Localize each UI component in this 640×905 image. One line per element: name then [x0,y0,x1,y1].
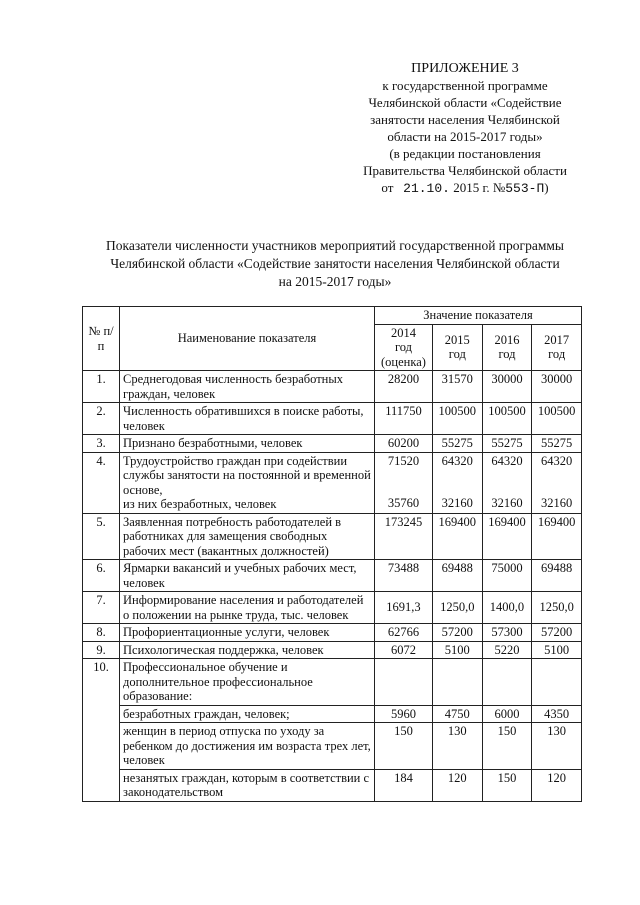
appendix-header [330,60,600,197]
row-value: 130 [432,723,482,770]
row-number: 10. [83,659,120,802]
row-value: 55275 [532,435,582,453]
table-row [83,452,582,513]
row-number: 2. [83,403,120,435]
decree-number: 553-П [505,181,545,196]
indicators-table [82,306,582,802]
row-value: 57200 [532,624,582,642]
row-name: Профориентационные услуги, человек [120,624,375,642]
row-value: 173245 [375,513,433,560]
row-value: 169400 [482,513,532,560]
row-value: 150 [482,769,532,801]
table-row [83,641,582,659]
table-row [83,592,582,624]
row-value: 30000 [532,371,582,403]
row-value: 100500 [432,403,482,435]
title-line: Показатели численности участников мероприятий государственной программы [106,238,564,253]
row-value: 120 [532,769,582,801]
header-year-2016: 2016 год [482,324,532,371]
row-value: 4350 [532,705,582,723]
row-value: 1691,3 [375,592,433,624]
row-value: 1400,0 [482,592,532,624]
row-value: 55275 [432,435,482,453]
year-text: 2015 г. № [453,180,506,195]
table-subrow [83,705,582,723]
row-value: 5960 [375,705,433,723]
row-number: 4. [83,452,120,513]
row-value: 184 [375,769,433,801]
row-value: 1250,0 [532,592,582,624]
row-value: 28200 [375,371,433,403]
header-line: Челябинской области «Содействие [368,95,562,110]
title-line: на 2015-2017 годы» [278,274,392,289]
row-value: 31570 [432,371,482,403]
row-number: 6. [83,560,120,592]
row-number: 3. [83,435,120,453]
table-row [83,435,582,453]
row-value: 57300 [482,624,532,642]
row-value: 30000 [482,371,532,403]
header-indicator-name: Наименование показателя [120,307,375,371]
row-value: 100500 [482,403,532,435]
header-year-2017: 2017 год [532,324,582,371]
row-name: Информирование населения и работодателей о положении на рынке труда, тыс. человек [120,592,375,624]
table-header-row [83,307,582,325]
row-value: 169400 [432,513,482,560]
subrow-name: женщин в период отпуска по уходу за ребенком до достижения им возраста трех лет, человек [120,723,375,770]
row-name: Ярмарки вакансий и учебных рабочих мест, человек [120,560,375,592]
row-name: Признано безработными, человек [120,435,375,453]
row-number: 8. [83,624,120,642]
row-value: 75000 [482,560,532,592]
row-value: 5220 [482,641,532,659]
title-line: Челябинской области «Содействие занятости населения Челябинской области [110,256,560,271]
document-title [70,237,600,291]
row-value: 150 [482,723,532,770]
row-name: Трудоустройство граждан при содействии службы занятости на постоянной и временной основе, из них безработных, человек [120,452,375,513]
row-value: 100500 [532,403,582,435]
row-value: 5100 [532,641,582,659]
row-value: 120 [432,769,482,801]
table-row [83,371,582,403]
row-value: 57200 [432,624,482,642]
row-name: Численность обратившихся в поиске работы, человек [120,403,375,435]
row-number: 5. [83,513,120,560]
row-value: 60200 [375,435,433,453]
header-value: Значение показателя [375,307,582,325]
row-value: 62766 [375,624,433,642]
header-line: занятости населения Челябинской [370,112,560,127]
header-number: № п/п [83,307,120,371]
table-row [83,560,582,592]
date-value: 21.10. [403,181,450,196]
row-number: 7. [83,592,120,624]
row-value: 69488 [532,560,582,592]
row-value: 6072 [375,641,433,659]
header-line: (в редакции постановления [389,146,541,161]
row-value: 71520 35760 [375,452,433,513]
row-value: 4750 [432,705,482,723]
subrow-name: незанятых граждан, которым в соответствии с законодательством [120,769,375,801]
table-row [83,513,582,560]
row-value: 1250,0 [432,592,482,624]
row-value: 64320 32160 [482,452,532,513]
row-name: Психологическая поддержка, человек [120,641,375,659]
row-number: 1. [83,371,120,403]
row-value: 130 [532,723,582,770]
row-value: 5100 [432,641,482,659]
header-line: к государственной программе [382,78,548,93]
row-number: 9. [83,641,120,659]
row-value: 73488 [375,560,433,592]
row-value: 69488 [432,560,482,592]
row-value: 64320 32160 [532,452,582,513]
subrow-name: безработных граждан, человек; [120,705,375,723]
row-value: 111750 [375,403,433,435]
row-name: Профессиональное обучение и дополнительное профессиональное образование: [120,659,375,706]
table-row [83,403,582,435]
row-value: 6000 [482,705,532,723]
date-prefix: от [381,180,394,195]
table-row [83,659,582,706]
header-line: области на 2015-2017 годы» [387,129,543,144]
decree-date-line: от 21.10. 2015 г. №553-П) [381,180,549,196]
row-name: Среднегодовая численность безработных граждан, человек [120,371,375,403]
row-value: 169400 [532,513,582,560]
table-subrow [83,723,582,770]
header-line: Правительства Челябинской области [363,163,567,178]
row-value: 150 [375,723,433,770]
row-value: 64320 32160 [432,452,482,513]
header-year-2014: 2014 год (оценка) [375,324,433,371]
row-name: Заявленная потребность работодателей в работниках для замещения свободных рабочих мест (вакантных должностей) [120,513,375,560]
table-subrow [83,769,582,801]
table-row [83,624,582,642]
appendix-title: ПРИЛОЖЕНИЕ 3 [411,61,519,76]
row-value: 55275 [482,435,532,453]
header-year-2015: 2015 год [432,324,482,371]
